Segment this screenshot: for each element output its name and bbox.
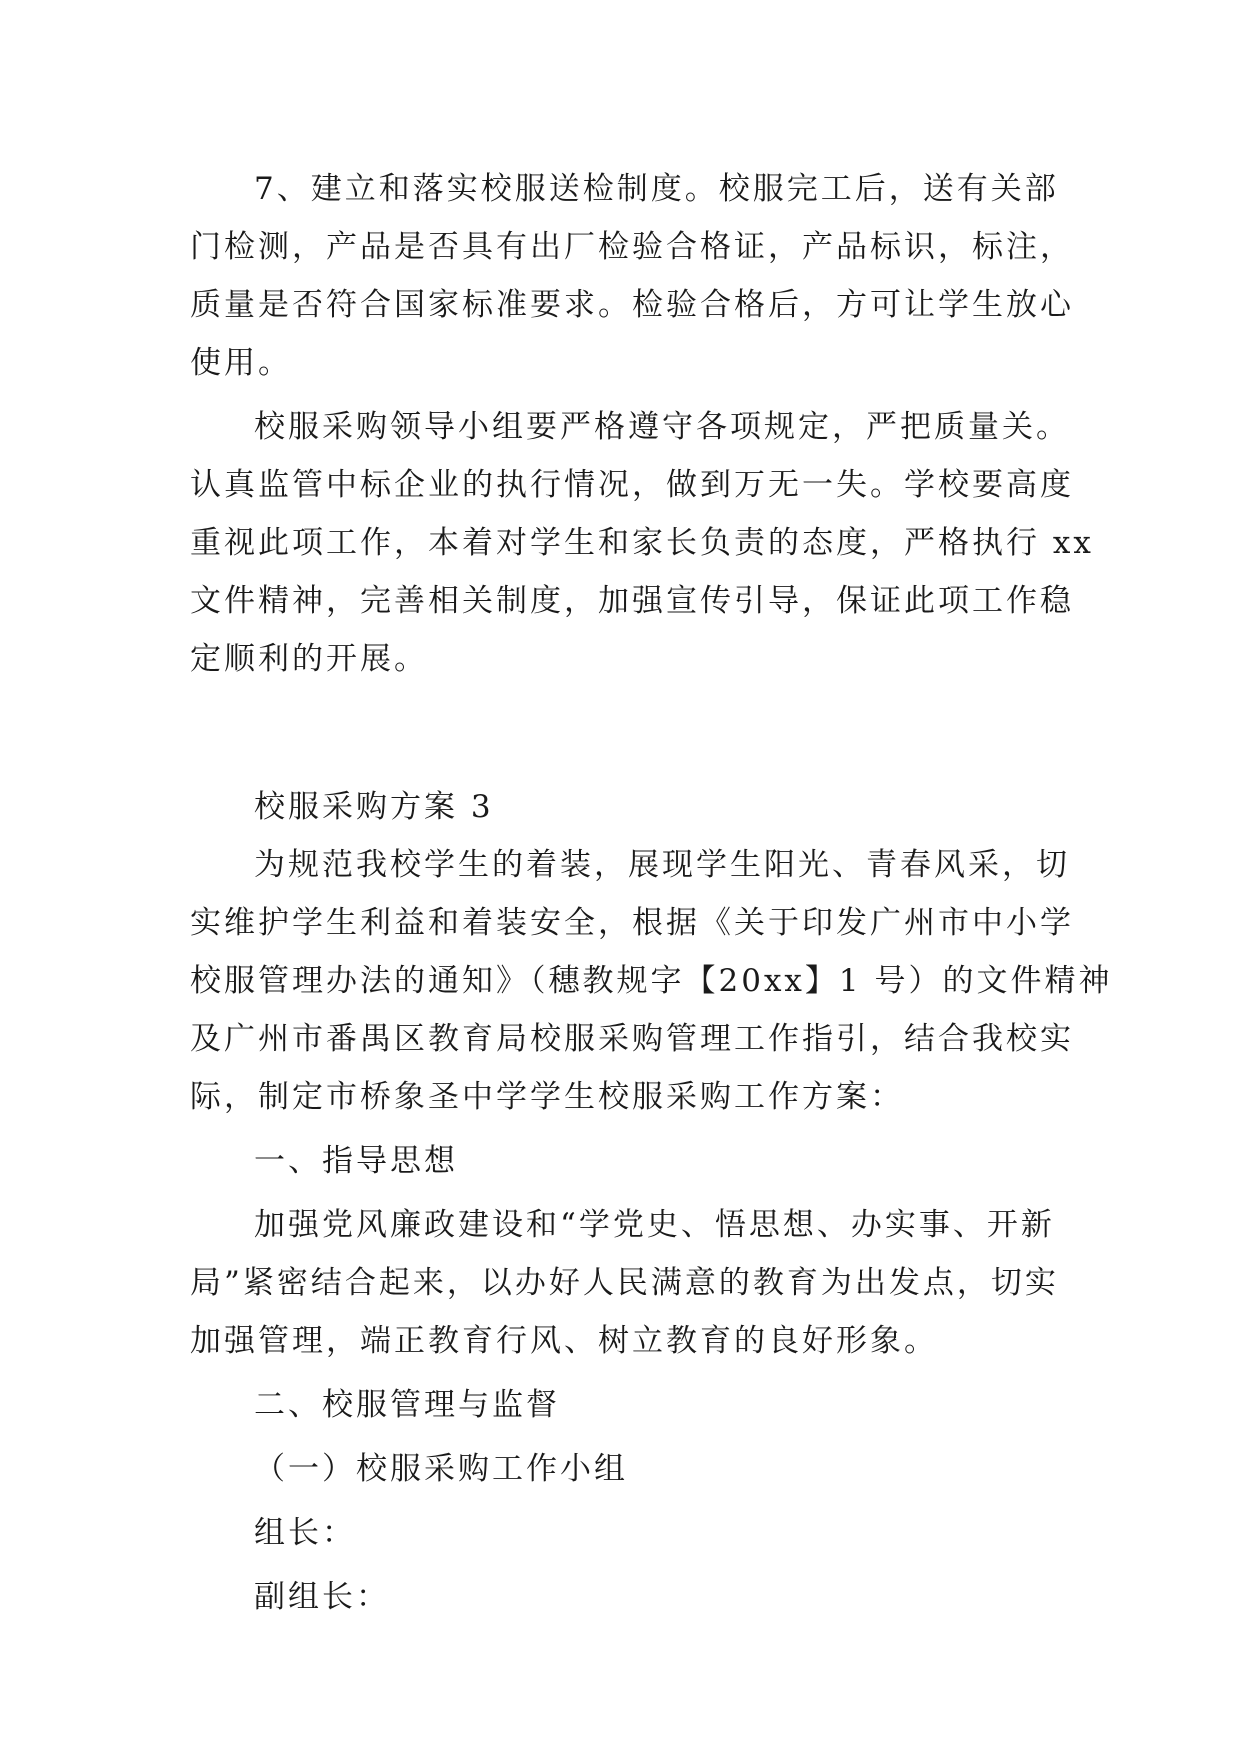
- vice-leader-label: 副组长：: [254, 1579, 390, 1615]
- heading-text: 二、校服管理与监督: [254, 1387, 560, 1423]
- text-line: 7、建立和落实校服送检制度。校服完工后，送有关部: [254, 171, 1059, 207]
- text-line: 门检测，产品是否具有出厂检验合格证，产品标识，标注，: [190, 229, 1074, 265]
- heading-text: 一、指导思想: [254, 1143, 458, 1179]
- paragraph-intro: [190, 836, 1113, 1126]
- document-body: [190, 160, 1113, 1626]
- subheading-working-group: [190, 1440, 1050, 1498]
- text-line: 实维护学生利益和着装安全，根据《关于印发广州市中小学: [190, 905, 1074, 941]
- text-line: 重视此项工作，本着对学生和家长负责的态度，严格执行 xx: [190, 525, 1094, 561]
- vice-leader-line: [190, 1568, 1050, 1626]
- text-line: 文件精神，完善相关制度，加强宣传引导，保证此项工作稳: [190, 583, 1074, 619]
- text-line: 及广州市番禺区教育局校服采购管理工作指引，结合我校实: [190, 1021, 1074, 1057]
- text-line: 校服管理办法的通知》（穗教规字【20xx】1 号）的文件精神: [190, 963, 1113, 999]
- leader-line: [190, 1504, 1050, 1562]
- heading-guiding-thought: [190, 1132, 1050, 1190]
- section-title: [190, 778, 1050, 836]
- heading-management: [190, 1376, 1050, 1434]
- text-line: 定顺利的开展。: [190, 641, 428, 677]
- text-line: 使用。: [190, 345, 292, 381]
- text-line: 校服采购领导小组要严格遵守各项规定，严把质量关。: [254, 409, 1070, 445]
- leader-label: 组长：: [254, 1515, 356, 1551]
- text-line: 为规范我校学生的着装，展现学生阳光、青春风采，切: [254, 847, 1070, 883]
- text-line: 加强管理，端正教育行风、树立教育的良好形象。: [190, 1323, 938, 1359]
- text-line: 局”紧密结合起来，以办好人民满意的教育为出发点，切实: [190, 1265, 1059, 1301]
- text-line: 际，制定市桥象圣中学学生校服采购工作方案：: [190, 1079, 904, 1115]
- paragraph-leadership: [190, 398, 1094, 688]
- text-line: 加强党风廉政建设和“学党史、悟思想、办实事、开新: [254, 1207, 1055, 1243]
- text-line: 认真监管中标企业的执行情况，做到万无一失。学校要高度: [190, 467, 1074, 503]
- paragraph-item7: [190, 160, 1074, 392]
- paragraph-guiding: [190, 1196, 1059, 1370]
- text-line: 质量是否符合国家标准要求。检验合格后，方可让学生放心: [190, 287, 1074, 323]
- section-title-text: 校服采购方案 3: [254, 789, 494, 825]
- subheading-text: （一）校服采购工作小组: [254, 1451, 628, 1487]
